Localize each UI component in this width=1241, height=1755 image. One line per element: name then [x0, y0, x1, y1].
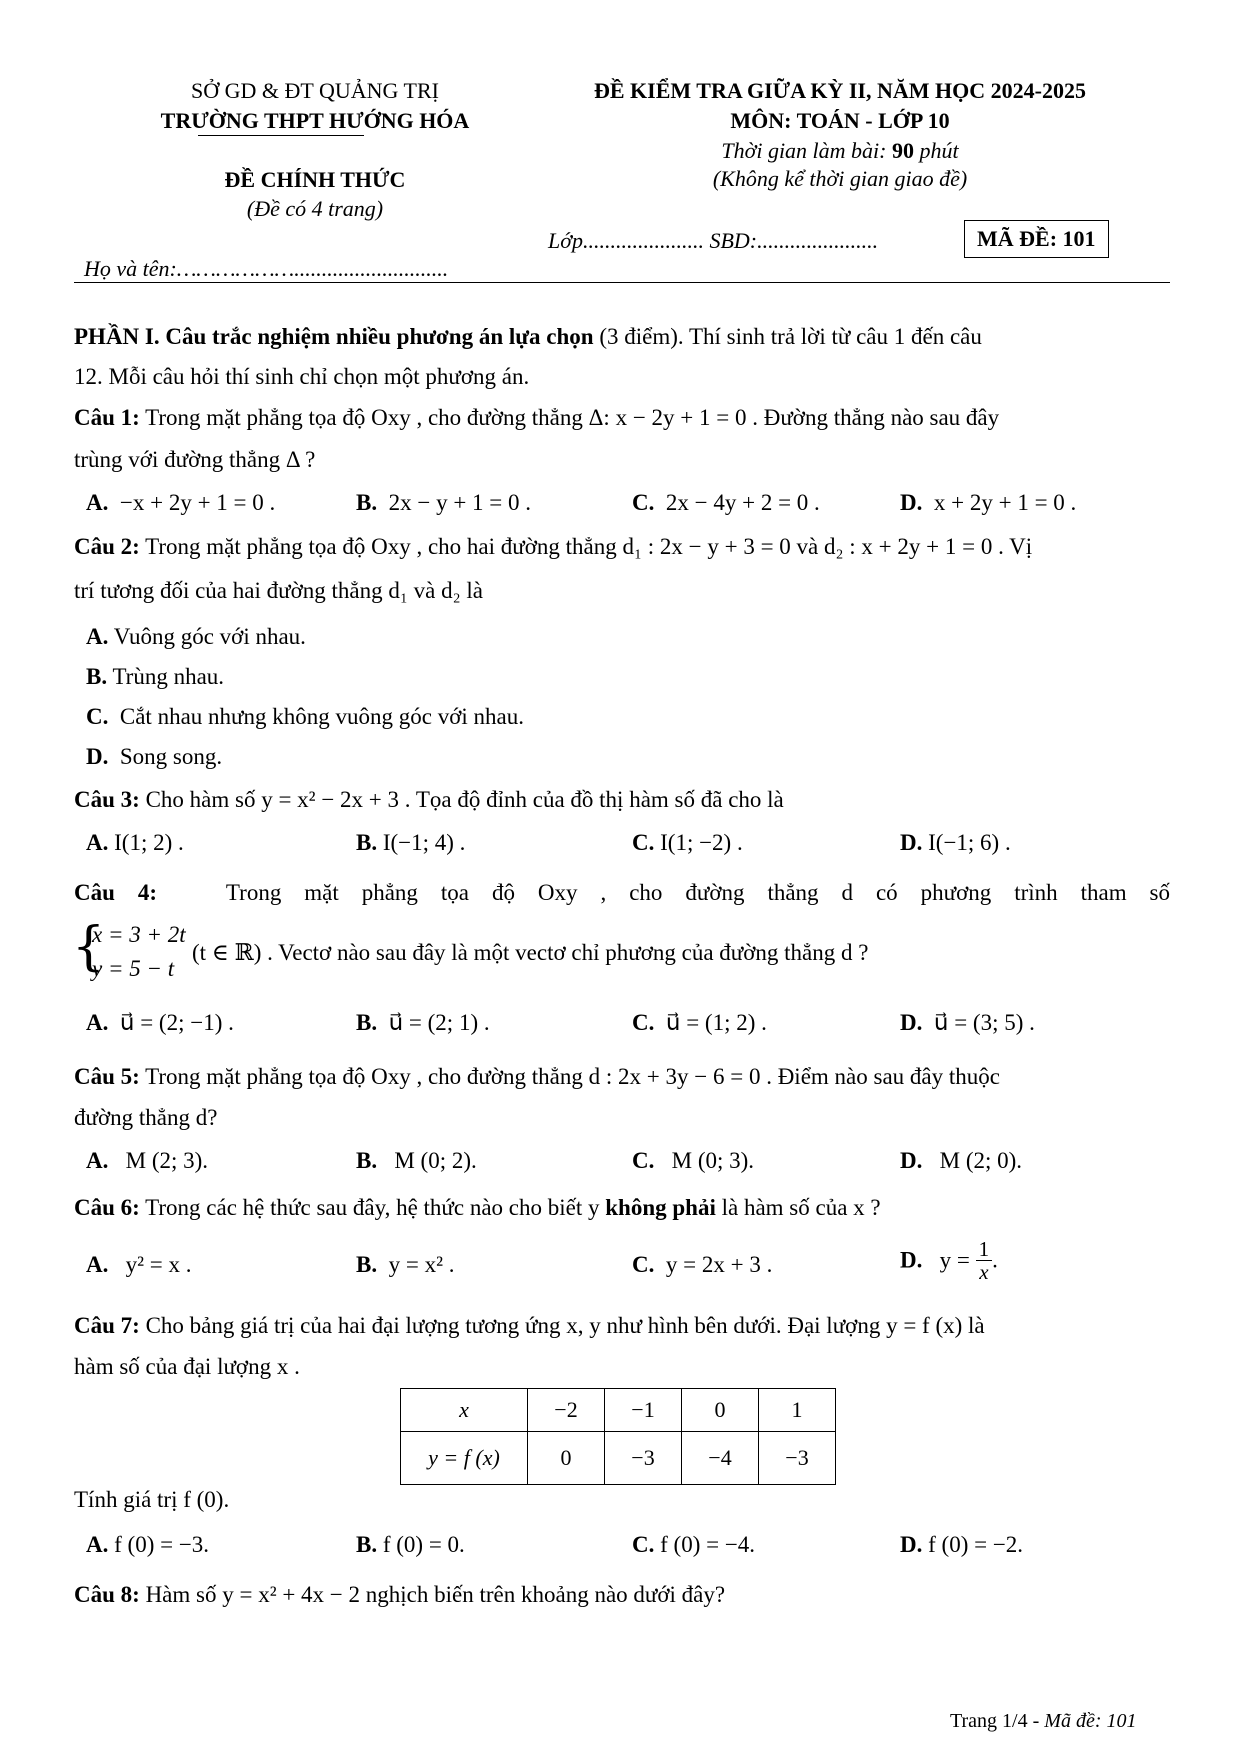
- system-brace: {: [72, 917, 106, 977]
- q6-stem: Câu 6: Trong các hệ thức sau đây, hệ thức nào cho biết y không phải là hàm số của x ?: [74, 1195, 881, 1220]
- time-note: (Không kể thời gian giao đề): [712, 166, 968, 191]
- pages-note: (Đề có 4 trang): [246, 196, 384, 221]
- q2-option-b[interactable]: B. Trùng nhau.: [86, 664, 225, 689]
- table-header-cell: y = f (x): [401, 1432, 528, 1485]
- q1-option-b[interactable]: B. 2x − y + 1 = 0 .: [356, 490, 532, 515]
- q7-ask: Tính giá trị f (0).: [74, 1487, 230, 1512]
- table-cell: 0: [528, 1432, 605, 1485]
- q6-option-b[interactable]: B. y = x² .: [356, 1252, 455, 1277]
- name-field: Họ và tên:………………............................: [84, 256, 449, 281]
- q7-option-c[interactable]: C. f (0) = −4.: [632, 1532, 756, 1557]
- table-header-cell: x: [401, 1389, 528, 1432]
- q2-option-d[interactable]: D. Song song.: [86, 744, 223, 769]
- school-underline: [198, 135, 364, 136]
- table-cell: 0: [682, 1389, 759, 1432]
- q7-option-d[interactable]: D. f (0) = −2.: [900, 1532, 1024, 1557]
- q6-option-d[interactable]: D. y = $\frac{1}{x}$ .: [900, 1237, 998, 1284]
- school-name: TRƯỜNG THPT HƯỚNG HÓA: [160, 108, 470, 133]
- q1-stem-2: trùng với đường thẳng Δ ?: [74, 447, 316, 472]
- q7-option-a[interactable]: A. f (0) = −3.: [86, 1532, 210, 1557]
- q4-option-d[interactable]: D. u⃗ = (3; 5) .: [900, 1010, 1035, 1035]
- table-cell: −1: [605, 1389, 682, 1432]
- header-divider: [74, 282, 1170, 283]
- q7-stem: Câu 7: Cho bảng giá trị của hai đại lượng tương ứng x, y như hình bên dưới. Đại lượng y = f (x) là: [74, 1313, 985, 1338]
- q3-option-d[interactable]: D. I(−1; 6) .: [900, 830, 1011, 855]
- table-row: [401, 1389, 836, 1432]
- q2-stem: Câu 2: Trong mặt phẳng tọa độ Oxy , cho hai đường thẳng d₁ : 2x − y + 3 = 0 và d₂ : x + 2y + 1 = 0 . Vị: [74, 534, 1033, 559]
- table-cell: −2: [528, 1389, 605, 1432]
- q4-stem: Câu 4: Trong mặt phẳng tọa độ Oxy , cho đường thẳng d có phương trình tham số: [74, 880, 1171, 905]
- q8-stem: Câu 8: Hàm số y = x² + 4x − 2 nghịch biến trên khoảng nào dưới đây?: [74, 1582, 726, 1607]
- q2-option-c[interactable]: C. Cắt nhau nhưng không vuông góc với nhau.: [86, 704, 524, 729]
- part1-title: PHẦN I. Câu trắc nghiệm nhiều phương án lựa chọn (3 điểm). Thí sinh trả lời từ câu 1 đến câu: [74, 324, 982, 349]
- q4-system-eq1: x = 3 + 2t: [92, 922, 186, 947]
- table-cell: −3: [605, 1432, 682, 1485]
- q5-option-b[interactable]: B. M (0; 2).: [356, 1148, 477, 1173]
- q7-option-b[interactable]: B. f (0) = 0.: [356, 1532, 465, 1557]
- exam-title: ĐỀ KIỂM TRA GIỮA KỲ II, NĂM HỌC 2024-2025: [594, 78, 1086, 103]
- q1-option-d[interactable]: D. x + 2y + 1 = 0 .: [900, 490, 1077, 515]
- q6-option-a[interactable]: A. y² = x .: [86, 1252, 192, 1277]
- q1-stem: Câu 1: Trong mặt phẳng tọa độ Oxy , cho đường thẳng Δ: x − 2y + 1 = 0 . Đường thẳng nào sau đây: [74, 405, 1000, 430]
- q3-option-c[interactable]: C. I(1; −2) .: [632, 830, 743, 855]
- q4-option-b[interactable]: B. u⃗ = (2; 1) .: [356, 1010, 490, 1035]
- subject: MÔN: TOÁN - LỚP 10: [730, 108, 950, 133]
- table-cell: −4: [682, 1432, 759, 1485]
- q1-option-a[interactable]: A. −x + 2y + 1 = 0 .: [86, 490, 276, 515]
- q6-option-c[interactable]: C. y = 2x + 3 .: [632, 1252, 773, 1277]
- fraction-one-over-x: $\frac{1}{x}$: [976, 1238, 993, 1283]
- exam-code-box: MÃ ĐỀ: 101: [964, 220, 1109, 258]
- q5-stem: Câu 5: Trong mặt phẳng tọa độ Oxy , cho đường thẳng d : 2x + 3y − 6 = 0 . Điểm nào sau đây thuộc: [74, 1064, 1000, 1089]
- q1-option-c[interactable]: C. 2x − 4y + 2 = 0 .: [632, 490, 820, 515]
- q3-stem: Câu 3: Cho hàm số y = x² − 2x + 3 . Tọa độ đỉnh của đồ thị hàm số đã cho là: [74, 787, 784, 812]
- table-cell: 1: [759, 1389, 836, 1432]
- q5-stem-2: đường thẳng d?: [74, 1105, 218, 1130]
- time-limit: Thời gian làm bài: 90 phút: [721, 138, 959, 163]
- q7-stem-2: hàm số của đại lượng x .: [74, 1354, 300, 1379]
- q5-option-a[interactable]: A. M (2; 3).: [86, 1148, 209, 1173]
- part1-instruction: 12. Mỗi câu hỏi thí sinh chỉ chọn một phương án.: [74, 364, 530, 389]
- q5-option-c[interactable]: C. M (0; 3).: [632, 1148, 755, 1173]
- page-footer: Trang 1/4 - Mã đề: 101: [950, 1710, 1137, 1732]
- q4-option-a[interactable]: A. u⃗ = (2; −1) .: [86, 1010, 234, 1035]
- table-cell: −3: [759, 1432, 836, 1485]
- q4-stem-2: (t ∈ ℝ) . Vectơ nào sau đây là một vectơ chỉ phương của đường thẳng d ?: [192, 940, 869, 965]
- class-sbd-field: Lớp...................... SBD:......................: [548, 228, 879, 253]
- q5-option-d[interactable]: D. M (2; 0).: [900, 1148, 1023, 1173]
- official-label: ĐỀ CHÍNH THỨC: [224, 167, 406, 192]
- q4-system-eq2: y = 5 − t: [92, 956, 175, 981]
- q4-option-c[interactable]: C. u⃗ = (1; 2) .: [632, 1010, 767, 1035]
- q2-option-a[interactable]: A. Vuông góc với nhau.: [86, 624, 306, 649]
- q2-stem-2: trí tương đối của hai đường thẳng d₁ và d₂ là: [74, 578, 483, 603]
- value-table: [400, 1388, 836, 1485]
- q3-option-b[interactable]: B. I(−1; 4) .: [356, 830, 466, 855]
- dept-name: SỞ GD & ĐT QUẢNG TRỊ: [191, 78, 439, 103]
- table-row: [401, 1432, 836, 1485]
- q3-option-a[interactable]: A. I(1; 2) .: [86, 830, 184, 855]
